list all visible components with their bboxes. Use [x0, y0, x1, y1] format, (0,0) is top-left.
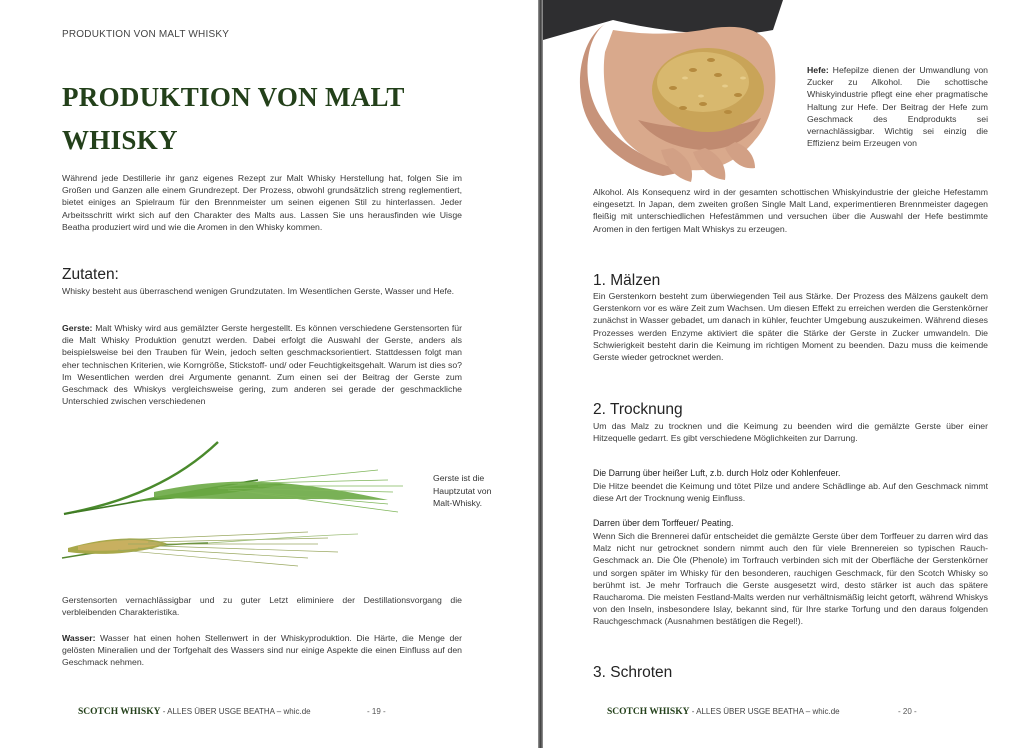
title-line-2: WHISKY	[62, 125, 178, 155]
torf-heading: Darren über dem Torffeuer/ Peating.	[593, 518, 734, 528]
footer	[607, 707, 840, 717]
page-20	[543, 0, 1024, 748]
footer-text: - ALLES ÜBER USGE BEATHA – whic.de	[691, 707, 840, 716]
page-number: - 20 -	[898, 707, 917, 716]
page-number: - 19 -	[367, 707, 386, 716]
hefe-continued: Alkohol. Als Konsequenz wird in der gesamten schottischen Whiskyindustrie der gleiche Hefestamm eingesetzt. In Japan, dem zweiten großen Single Malt Land, experimentieren Brennmeister dagegen fleißig mit unterschiedlichen Hefestämmen und versuchen über die Auswahl der Hefe bestimmte Aromen in den fertigen Malt Whiskys zu erzeugen.	[593, 187, 988, 234]
darrung-heading: Die Darrung über heißer Luft, z.b. durch Holz oder Kohlenfeuer.	[593, 468, 841, 478]
torf-paragraph: Wenn Sich die Brennerei dafür entscheidet die gemälzte Gerste über dem Torffeuer zu darren wird das Malz nicht nur getrocknet sondern nimmt auch den für viele Brennereien so typischen Rauch-Geschmack an. Die Öle (Phenole) im Torfrauch verbinden sich mit der Oberfläche der Gerstenkörner und sorgen später im Whisky für den besonderen, rauchigen Geschmack, für den Scotch Whisky so berühmt ist. Je mehr Torfrauch die Gerste ausgesetzt wird, desto stärker ist auch das spätere Raucharoma. Die meisten Festland-Malts werden nur verhältnismäßig leicht getorft, während Whiskys von den Inseln, insbesondere Islay, bekannt sind, für Ihre starke Torfung und den daraus folgenden Rauchgeschmack (Ausnahmen bestätigen die Regel!).	[593, 531, 988, 627]
hefe-label: Hefe:	[807, 65, 829, 75]
gerste-label: Gerste:	[62, 323, 93, 333]
running-header: PRODUKTION VON MALT WHISKY	[62, 29, 230, 40]
intro-paragraph: Während jede Destillerie ihr ganz eigenes Rezept zur Malt Whisky Herstellung hat, folgen Sie im Großen und Ganzen alle einem Grundrezept. Der Prozess, obwohl grundsätzlich streng reglementiert, bietet einiges an Spielraum für den Brennmeister um seinen eigenen Stil zu hinterlassen. Jeder Arbeitsschritt wirkt sich auf den Charakter des Malts aus. Lassen Sie uns herausfinden wie Uisge Beatha produziert wird und wie die Aromen in den Whisky kommen.	[62, 173, 462, 232]
barley-illustration	[58, 440, 408, 585]
gerste-text: Malt Whisky wird aus gemälzter Gerste hergestellt. Es können verschiedene Gerstensorten für die Malt Whisky Produktion genutzt werden. Dabei erfolgt die Auswahl der Gerste, anders als beispielsweise bei den Trauben für Wein, jedoch selten geschmacksorientiert. Stattdessen folgt man eher technischen Kriterien, wie Korngröße, Stickstoff- und/ oder Feuchtigkeitsgehalt. Warum ist dies so? Im Wesentlichen werden drei Argumente genannt. Zum einen sei der Beitrag der Gerste zum Geschmack des Whiskys vergleichsweise gering, zum anderen sei gerade der geschmackliche Unterschied zwischen verschiedenen	[62, 323, 462, 407]
gerste-paragraph	[62, 322, 462, 407]
footer-brand: SCOTCH WHISKY	[78, 707, 161, 717]
maelzen-paragraph: Ein Gerstenkorn besteht zum überwiegenden Teil aus Stärke. Der Prozess des Mälzens gaukelt dem Gerstenkorn vor es wäre Zeit zum Wachsen. Um diesen Effekt zu erreichen werden die Gerstenkörner zunächst in Wasser gebadet, um danach in kühler, feuchter Umgebung auszukeimen. Während dieses Prozesses werden Enzyme aktiviert die später die Stärke der Gerste in Zucker umwandeln. Die Schwierigkeit besteht darin die Keimung im richtigen Moment zu beenden. Dazu muss die keimende Gerste wieder getrocknet werden.	[593, 291, 988, 363]
caption-rest: ist die Hauptzutat von Malt-Whisky.	[433, 473, 492, 508]
wasser-paragraph	[62, 632, 462, 669]
title-line-1: PRODUKTION VON MALT	[62, 82, 405, 112]
wasser-text: Wasser hat einen hohen Stellenwert in der Whiskyproduktion. Die Härte, die Menge der gelösten Mineralien und der Torfgehalt des Wassers sind nur einige Aspekte die einen Einfluss auf den Geschmack nehmen.	[62, 633, 462, 668]
footer	[78, 707, 311, 717]
zutaten-heading: Zutaten:	[62, 266, 119, 283]
barley-caption	[433, 472, 511, 510]
hefe-paragraph	[807, 64, 988, 149]
schroten-heading: 3. Schroten	[593, 664, 673, 681]
zutaten-paragraph: Whisky besteht aus überraschend wenigen Grundzutaten. Im Wesentlichen Gerste, Wasser und Hefe.	[62, 286, 455, 296]
footer-brand: SCOTCH WHISKY	[607, 707, 690, 717]
wasser-label: Wasser:	[62, 633, 96, 643]
caption-bold: Gerste	[433, 473, 460, 483]
page-title	[62, 76, 482, 162]
trocknung-paragraph: Um das Malz zu trocknen und die Keimung zu beenden wird die gemälzte Gerste über einer Hitzequelle gedarrt. Es gibt verschiedene Möglichkeiten zur Darrung.	[593, 421, 988, 444]
hefe-text: Hefepilze dienen der Umwandlung von Zucker zu Alkohol. Die schottische Whiskyindustrie pflegt eine eher pragmatische Haltung zur Hefe. Der Beitrag der Hefe zum Geschmack des Endprodukts sei vernachlässigbar. Wichtig sei einzig die Effizienz beim Erzeugen von	[807, 65, 988, 149]
hands-with-grain-photo	[543, 0, 803, 190]
footer-text: - ALLES ÜBER USGE BEATHA – whic.de	[162, 707, 311, 716]
darrung-paragraph: Die Hitze beendet die Keimung und tötet Pilze und andere Schädlinge ab. Auf den Geschmack nimmt diese Art der Trocknung wenig Einfluss.	[593, 481, 988, 504]
trocknung-heading: 2. Trocknung	[593, 401, 683, 418]
maelzen-heading: 1. Mälzen	[593, 272, 661, 289]
gerste-continued: Gerstensorten vernachlässigbar und zu guter Letzt eliminiere der Destillationsvorgang die verbleibenden Charakteristika.	[62, 595, 462, 618]
